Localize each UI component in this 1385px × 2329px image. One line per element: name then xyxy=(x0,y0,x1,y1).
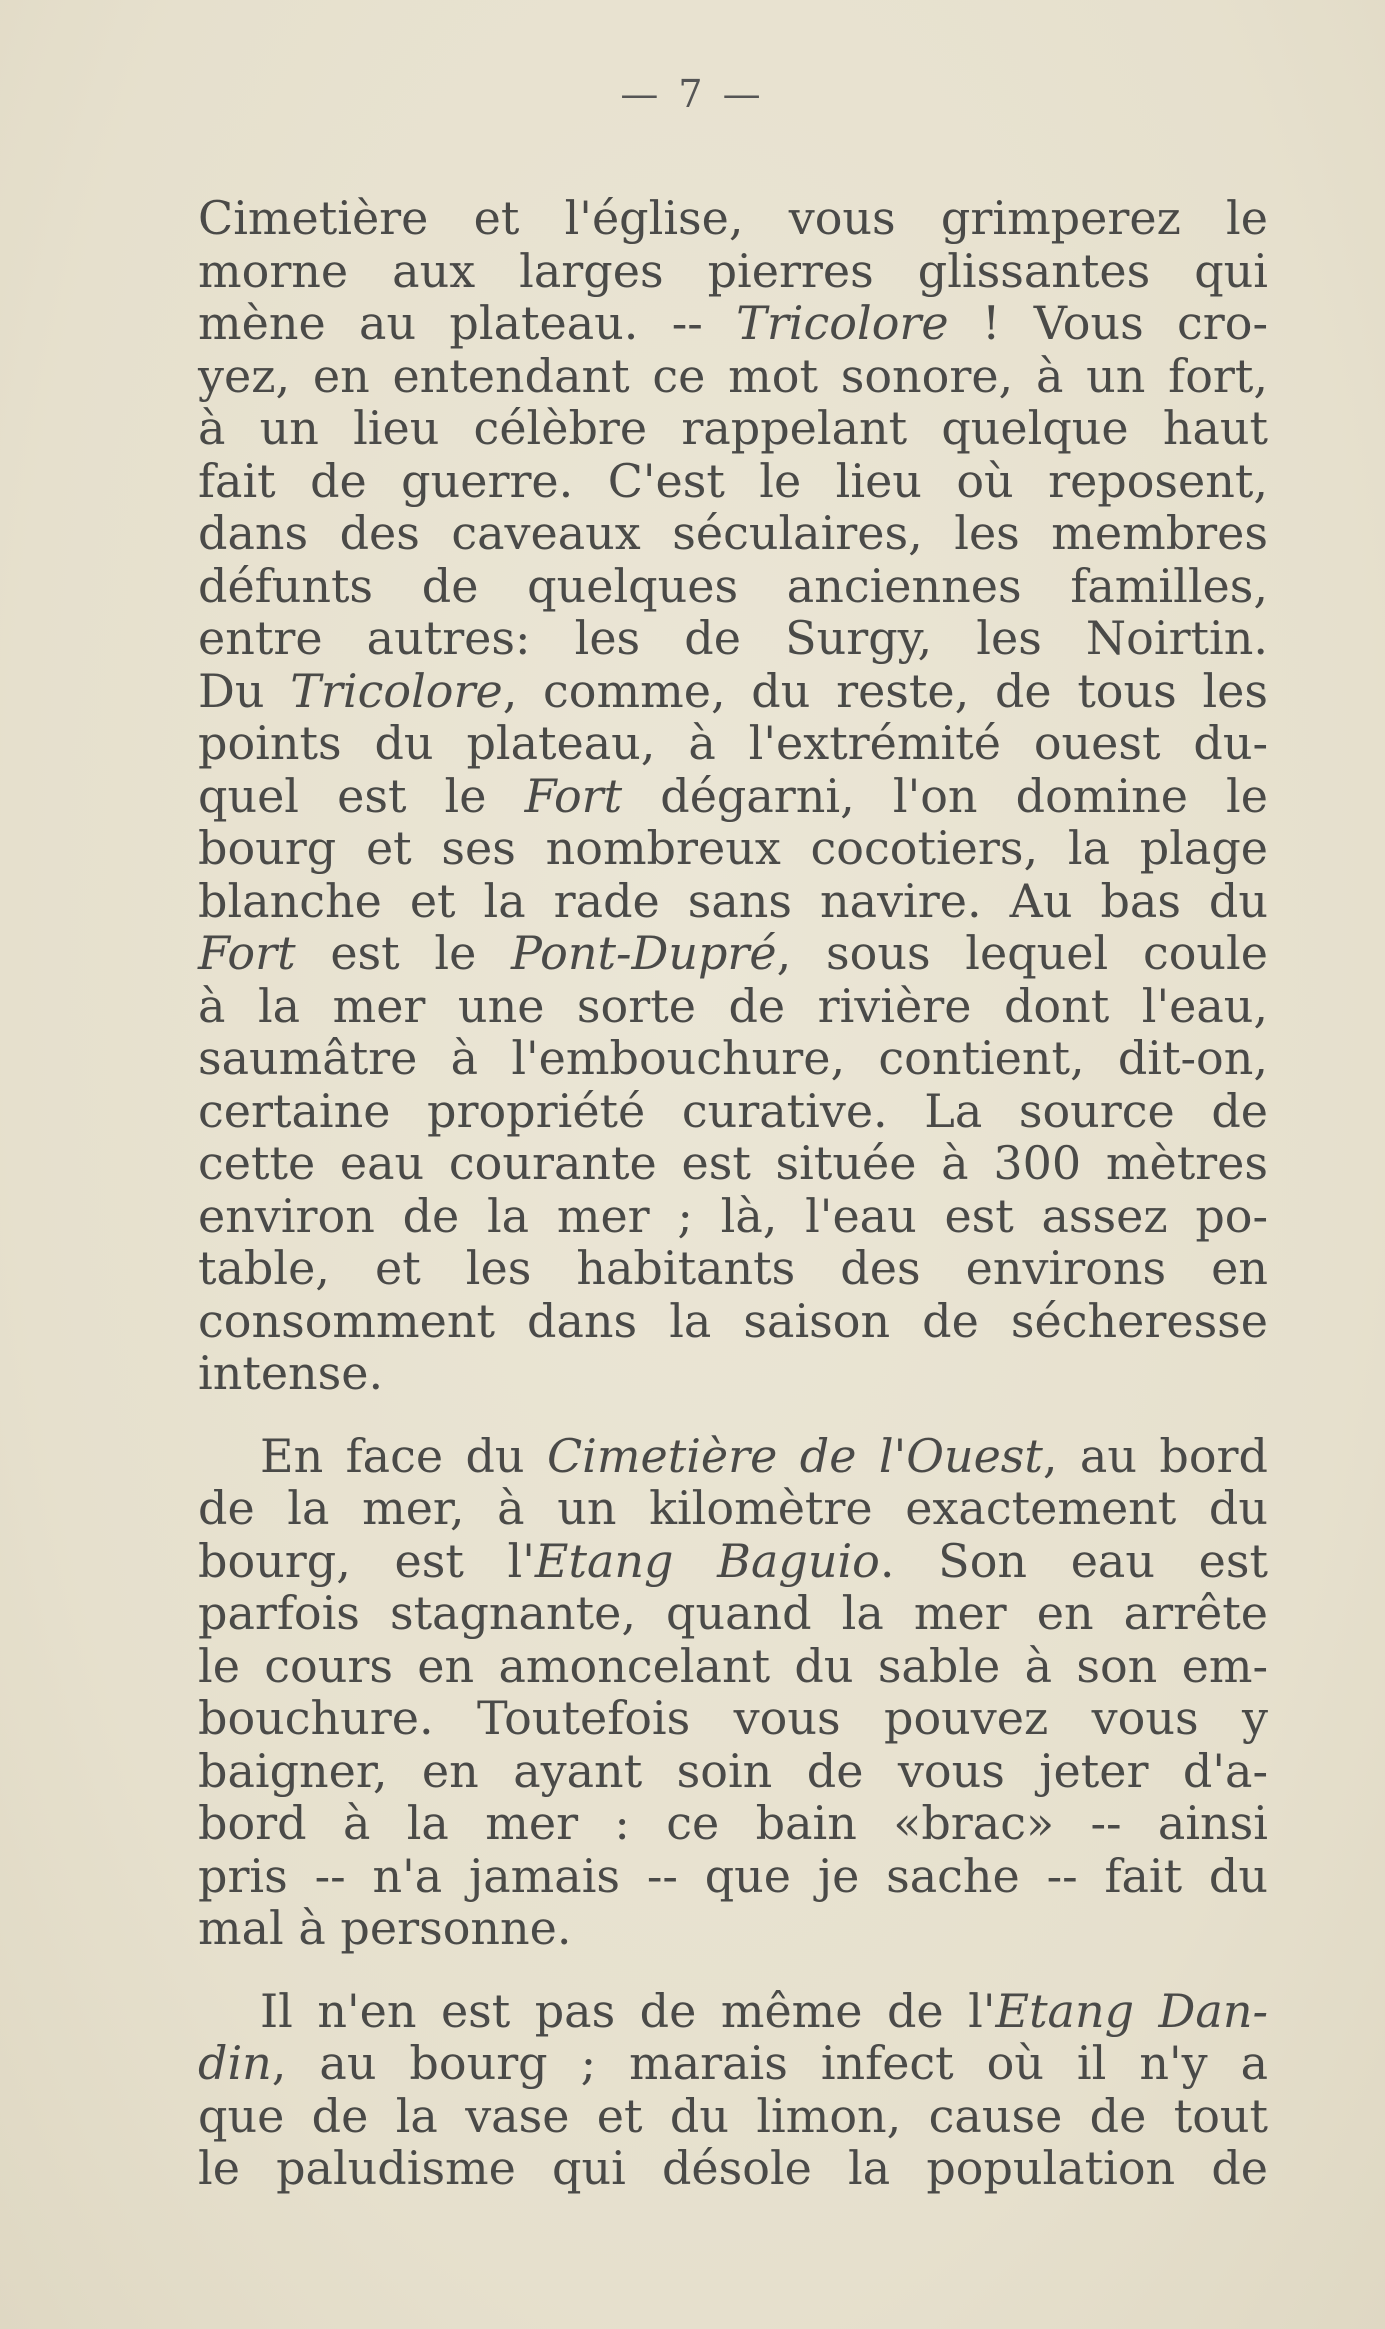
text-line: mal à personne. xyxy=(198,1901,572,1955)
text-line: bourg et ses nombreux cocotiers, la plage xyxy=(198,821,1268,875)
text-line: saumâtre à l'embouchure, contient, dit-on, xyxy=(198,1031,1268,1085)
body-text xyxy=(198,192,1268,2195)
text-line: bourg, est l'Etang Baguio. Son eau est xyxy=(198,1533,1268,1588)
text-line: Fort est le Pont-Dupré, sous lequel coule xyxy=(198,926,1268,980)
text-line: parfois stagnante, quand la mer en arrête xyxy=(198,1586,1268,1640)
text-line: à un lieu célèbre rappelant quelque haut xyxy=(198,401,1268,455)
text-line: morne aux larges pierres glissantes qui xyxy=(198,243,1268,298)
text-line: dans des caveaux séculaires, les membres xyxy=(198,506,1268,560)
text-line: Cimetière et l'église, vous grimperez le xyxy=(198,191,1268,245)
paragraph-3 xyxy=(198,1985,1268,2195)
text-line: fait de guerre. C'est le lieu où reposent, xyxy=(198,453,1268,508)
text-line: pris -- n'a jamais -- que je sache -- fait du xyxy=(198,1848,1268,1903)
text-line: intense. xyxy=(198,1346,384,1400)
text-line: le cours en amoncelant du sable à son em- xyxy=(198,1638,1268,1693)
text-line: de la mer, à un kilomètre exactement du xyxy=(198,1481,1268,1535)
text-line: que de la vase et du limon, cause de tout xyxy=(198,2088,1268,2143)
text-line: mène au plateau. -- Tricolore ! Vous cro- xyxy=(198,296,1269,350)
text-line: table, et les habitants des environs en xyxy=(198,1241,1268,1295)
text-line: environ de la mer ; là, l'eau est assez po- xyxy=(198,1188,1268,1243)
text-line: à la mer une sorte de rivière dont l'eau, xyxy=(198,978,1268,1033)
text-line: din, au bourg ; marais infect où il n'y a xyxy=(198,2036,1268,2090)
text-line: Il n'en est pas de même de l'Etang Dan- xyxy=(260,1983,1268,2038)
text-line: le paludisme qui désole la population de xyxy=(198,2141,1268,2195)
text-line: baigner, en ayant soin de vous jeter d'a- xyxy=(198,1743,1268,1798)
text-line: yez, en entendant ce mot sonore, à un fort, xyxy=(198,348,1268,403)
text-line: Du Tricolore, comme, du reste, de tous les xyxy=(198,663,1268,718)
paragraph-1 xyxy=(198,192,1268,1400)
paragraph-gap xyxy=(198,1955,1268,1985)
text-line: entre autres: les de Surgy, les Noirtin. xyxy=(198,611,1268,665)
text-line: bord à la mer : ce bain «brac» -- ainsi xyxy=(198,1796,1268,1850)
text-line: défunts de quelques anciennes familles, xyxy=(198,558,1268,613)
text-line: consomment dans la saison de sécheresse xyxy=(198,1293,1268,1348)
text-line: points du plateau, à l'extrémité ouest du- xyxy=(198,716,1268,770)
paragraph-gap xyxy=(198,1400,1268,1430)
text-line: blanche et la rade sans navire. Au bas du xyxy=(198,873,1268,928)
text-line: quel est le Fort dégarni, l'on domine le xyxy=(198,768,1268,823)
text-line: bouchure. Toutefois vous pouvez vous y xyxy=(198,1691,1268,1745)
text-line: En face du Cimetière de l'Ouest, au bord xyxy=(260,1428,1268,1483)
text-line: cette eau courante est située à 300 mètres xyxy=(198,1136,1268,1190)
text-line: certaine propriété curative. La source de xyxy=(198,1083,1268,1138)
page-number: — 7 — xyxy=(620,72,765,116)
paragraph-2 xyxy=(198,1430,1268,1955)
